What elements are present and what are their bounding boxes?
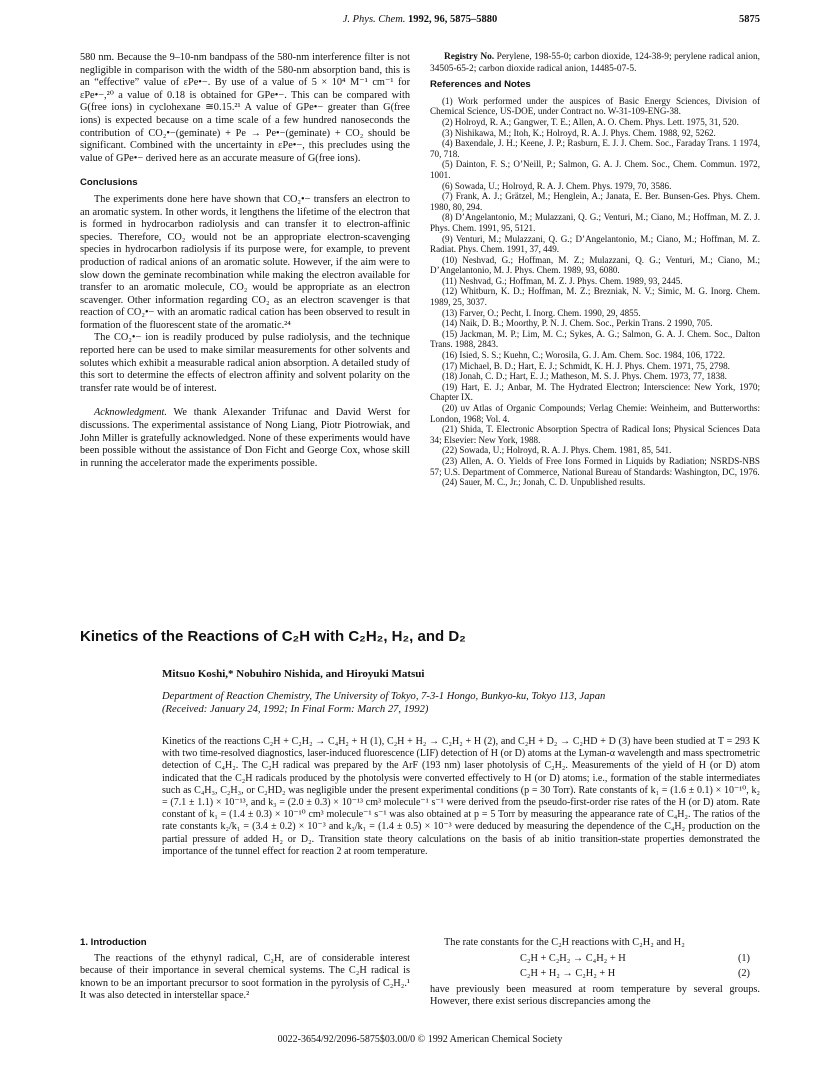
reference-item: (21) Shida, T. Electronic Absorption Spectra of Radical Ions; Physical Sciences Data 34; Elsevier: New York, 1988. [430, 424, 760, 445]
equation-1 [430, 953, 760, 966]
reference-item: (10) Neshvad, G.; Hoffman, M. Z.; Mulazzani, Q. G.; Venturi, M.; Ciano, M.; D’Angelantonio, M. J. Phys. Chem. 1989, 93, 6080. [430, 254, 760, 276]
reference-item: (20) uv Atlas of Organic Compounds; Verlag Chemie: Weinheim, and Butterworths: London, 1968; Vol. 4. [430, 403, 760, 424]
volume-info: 1992, 96, 5875–5880 [408, 14, 498, 25]
registry-text: Perylene, 198-55-0; carbon dioxide, 124-38-9; perylene radical anion, 34505-65-2; carbon dioxide radical anion, 14485-07-5. [430, 52, 760, 74]
reference-item: (15) Jackman, M. P.; Lim, M. C.; Sykes, A. G.; Salmon, G. A. J. Chem. Soc., Dalton Trans. 1988, 2843. [430, 328, 760, 350]
reference-item: (17) Michael, B. D.; Hart, E. J.; Schmidt, K. H. J. Phys. Chem. 1971, 75, 2798. [442, 360, 730, 371]
reference-item: (2) Holroyd, R. A.; Gangwer, T. E.; Allen, A. O. Chem. Phys. Lett. 1975, 31, 520. [442, 116, 739, 127]
reference-item: (23) Allen, A. O. Yields of Free Ions Formed in Liquids by Radiation; NSRDS-NBS 57; U.S. Department of Commerce, National Bureau of Standards: Washington, DC, 1976. [430, 455, 760, 477]
conclusions-heading: Conclusions [80, 177, 138, 189]
affiliation-text: Department of Reaction Chemistry, The University of Tokyo, 7-3-1 Hongo, Bunkyo-ku, Tokyo 113, Japan [162, 691, 606, 702]
equation-2-text: C₂H + H₂ → C₂H₂ + H [520, 968, 616, 980]
paragraph-continued: 580 nm. Because the 9–10-nm bandpass of the 580-nm interference filter is not negligible in comparison with the width of the 580-nm absorption band, this is an “effective” value of εPe•−. By use of a value of 5 × 10⁴ M⁻¹ cm⁻¹ for εPe•−,²⁰ a value of 0.18 is obtained for GPe•−. This can be compared with G(free ions) in cyclohexane ≅0.15.²¹ A value of GPe•− greater than G(free ions) is expected because on a time scale of a few hundred nanoseconds the contribution of CO₂•−(geminate) + Pe → Pe•−(geminate) + CO₂ should be significant. Combined with the uncertainty in εPe•−, this precludes using the value of GPe•− derived here as an accurate measure of G(free ions). [80, 52, 410, 164]
reference-item: (8) D’Angelantonio, M.; Mulazzani, Q. G.; Venturi, M.; Ciano, M.; Hoffman, M. Z. J. Phys. Chem. 1991, 95, 5121. [430, 212, 760, 233]
introduction-right-continued: have previously been measured at room temperature by several groups. However, there exist serious discrepancies among the [430, 983, 760, 1008]
reference-item: (16) Isied, S. S.; Kuehn, C.; Worosila, G. J. Am. Chem. Soc. 1984, 106, 1722. [442, 350, 726, 361]
right-column [430, 52, 760, 488]
reference-item: (4) Baxendale, J. H.; Keene, J. P.; Rasburn, E. J. J. Chem. Soc., Faraday Trans. 1 1974, 70, 718. [430, 138, 760, 159]
reference-item: (18) Jonah, C. D.; Hart, E. J.; Matheson, M. S. J. Phys. Chem. 1973, 77, 1838. [442, 371, 727, 382]
article-abstract: Kinetics of the reactions C₂H + C₂H₂ → C₄H₂ + H (1), C₂H + H₂ → C₂H₂ + H (2), and C₂H + D₂ → C₂HD + D (3) have been studied at T = 293 K with two time-resolved diagnostics, laser-induced fluorescence (LIF) detection of H (or D) atoms at the Lyman-α wavelength and mass spectrometric detection of C₄H₂. The C₂H radical was prepared by the ArF (193 nm) laser photolysis of C₂H₂. Measurements of the yield of H (or D) atom indicated that the C₂H radicals produced by the photolysis were converted effectively to H (or D) atoms; i.e., formation of the stable intermediates such as C₄H₃, C₂H₃, or C₂HD₂ was negligible under the present experimental conditions (p = 30 Torr). Rate constants of k₁ = (1.6 ± 0.1) × 10⁻¹⁰, k₂ = (7.1 ± 1.1) × 10⁻¹³, and k₃ = (2.0 ± 0.3) × 10⁻¹³ cm³ molecule⁻¹ s⁻¹ were derived from the pseudo-first-order rise rates of the H (or D) atom. Rate constant of k₁ = (1.4 ± 0.3) × 10⁻¹⁰ cm³ molecule⁻¹ s⁻¹ was also obtained at p = 5 Torr by measuring the appearance rate of C₄H₂. The ratios of the rate constants k₂/k₁ = (3.4 ± 0.2) × 10⁻³ and k₃/k₁ = (1.4 ± 0.5) × 10⁻³ were deduced by measuring the dependence of the C₄H₂ production on the partial pressure of added H₂ or D₂. Transition state theory calculations on the basis of ab initio transition-state properties demonstrated the importance of the tunnel effect for reaction 2 at room temperature. [162, 736, 760, 857]
introduction-paragraph: The reactions of the ethynyl radical, C₂H, are of considerable interest because of their importance in several chemical systems. The C₂H radical is known to be an important precursor to soot formation in the pyrolysis of C₂H₂.¹ It was also detected in interstellar space.² [80, 952, 410, 1002]
introduction-left [80, 937, 410, 1003]
conclusions-paragraph-1: The experiments done here have shown that CO₂•− transfers an electron to an aromatic system. In other words, it lengthens the lifetime of the electron that is formed in hydrocarbon radiolysis and can transfer it to electron-affinic species. Therefore, CO₂ would not be an appropriate electron-scavenging species in hydrocarbon radiolysis if its purpose were, for example, to prevent production of radical anions of an aromatic solute. However, if the aim were to slow down the geminate recombination while making the electron available for transfer to an aromatic molecule, CO₂ would be appropriate as an electron scavenger. Other information regarding CO₂ as an electron scavenger is that reaction of CO₂•− with an aromatic radical cation has been observed to result in formation of the fluorescent state of the aromatic.²⁴ [80, 193, 410, 331]
reference-item: (13) Farver, O.; Pecht, I. Inorg. Chem. 1990, 29, 4855. [442, 307, 641, 318]
reference-item: (1) Work performed under the auspices of Basic Energy Sciences, Division of Chemical Science, US-DOE, under Contract no. W-31-109-ENG-38. [430, 95, 760, 117]
equation-2-number: (2) [737, 968, 750, 980]
reference-item: (12) Whitburn, K. D.; Hoffman, M. Z.; Brezniak, N. V.; Simic, M. G. Inorg. Chem. 1989, 25, 3037. [430, 286, 760, 308]
reference-item: (22) Sowada, U.; Holroyd, R. A. J. Phys. Chem. 1981, 85, 541. [442, 445, 672, 456]
article-affiliation [162, 690, 762, 716]
page-footer: 0022-3654/92/2096-5875$03.00/0 © 1992 American Chemical Society [277, 1034, 563, 1045]
reference-item: (3) Nishikawa, M.; Itoh, K.; Holroyd, R. A. J. Phys. Chem. 1988, 92, 5262. [442, 127, 716, 138]
journal-citation [80, 14, 760, 25]
introduction-heading: 1. Introduction [80, 937, 147, 948]
acknowledgment [80, 407, 410, 470]
conclusions-paragraph-2: The CO₂•− ion is readily produced by pulse radiolysis, and the technique reported here can be used to make similar measurements for other solvents and solutes which exhibit a measurable radical anion absorption. A detailed study of this sort to determine the effects of electron affinity and solvent polarity on the transfer rate would be of interest. [80, 332, 410, 394]
acknowledgment-text: We thank Alexander Trifunac and David Werst for discussions. The experimental assistance of Nong Liang, Piotr Piotrowiak, and John Miller is gratefully acknowledged. None of these experiments would have been possible without the assistance of Don Ficht and George Cox, whose skill in running the accelerator made the experiments possible. [80, 407, 410, 469]
acknowledgment-label: Acknowledgment. [94, 407, 167, 419]
reference-item: (24) Sauer, M. C., Jr.; Jonah, C. D. Unpublished results. [442, 477, 646, 488]
page-number: 5875 [739, 14, 760, 25]
article-title: Kinetics of the Reactions of C₂H with C₂H₂, H₂, and D₂ [80, 628, 466, 645]
journal-name: J. Phys. Chem. [342, 14, 406, 25]
references-list [430, 96, 760, 488]
references-heading: References and Notes [430, 79, 531, 91]
registry-label: Registry No. [444, 52, 495, 62]
left-column [80, 52, 410, 470]
introduction-right-lead: The rate constants for the C₂H reactions with C₂H₂ and H₂ [444, 937, 685, 948]
registry-numbers [430, 52, 760, 75]
equation-1-number: (1) [737, 952, 750, 964]
received-dates: (Received: January 24, 1992; In Final Form: March 27, 1992) [162, 704, 429, 715]
reference-item: (14) Naik, D. B.; Moorthy, P. N. J. Chem. Soc., Perkin Trans. 2 1990, 705. [442, 318, 713, 329]
reference-item: (9) Venturi, M.; Mulazzani, Q. G.; D’Angelantonio, M.; Ciano, M.; Hoffman, M. Z. Radiat. Phys. Chem. 1991, 37, 449. [430, 233, 760, 255]
equation-2 [430, 968, 760, 981]
running-header [80, 14, 760, 30]
reference-item: (5) Dainton, F. S.; O’Neill, P.; Salmon, G. A. J. Chem. Soc., Chem. Commun. 1972, 1001. [430, 159, 760, 180]
reference-item: (19) Hart, E. J.; Anbar, M. The Hydrated Electron; Interscience: New York, 1970; Chapter IX. [430, 381, 760, 403]
introduction-right [430, 937, 760, 1009]
article-authors: Mitsuo Koshi,* Nobuhiro Nishida, and Hiroyuki Matsui [162, 668, 425, 680]
reference-item: (11) Neshvad, G.; Hoffman, M. Z. J. Phys. Chem. 1989, 93, 2445. [442, 275, 683, 286]
equation-1-text: C₂H + C₂H₂ → C₄H₂ + H [520, 952, 626, 964]
reference-item: (6) Sowada, U.; Holroyd, R. A. J. Chem. Phys. 1979, 70, 3586. [442, 180, 672, 191]
reference-item: (7) Frank, A. J.; Grätzel, M.; Henglein, A.; Janata, E. Ber. Bunsen-Ges. Phys. Chem. 1980, 80, 294. [430, 191, 760, 212]
